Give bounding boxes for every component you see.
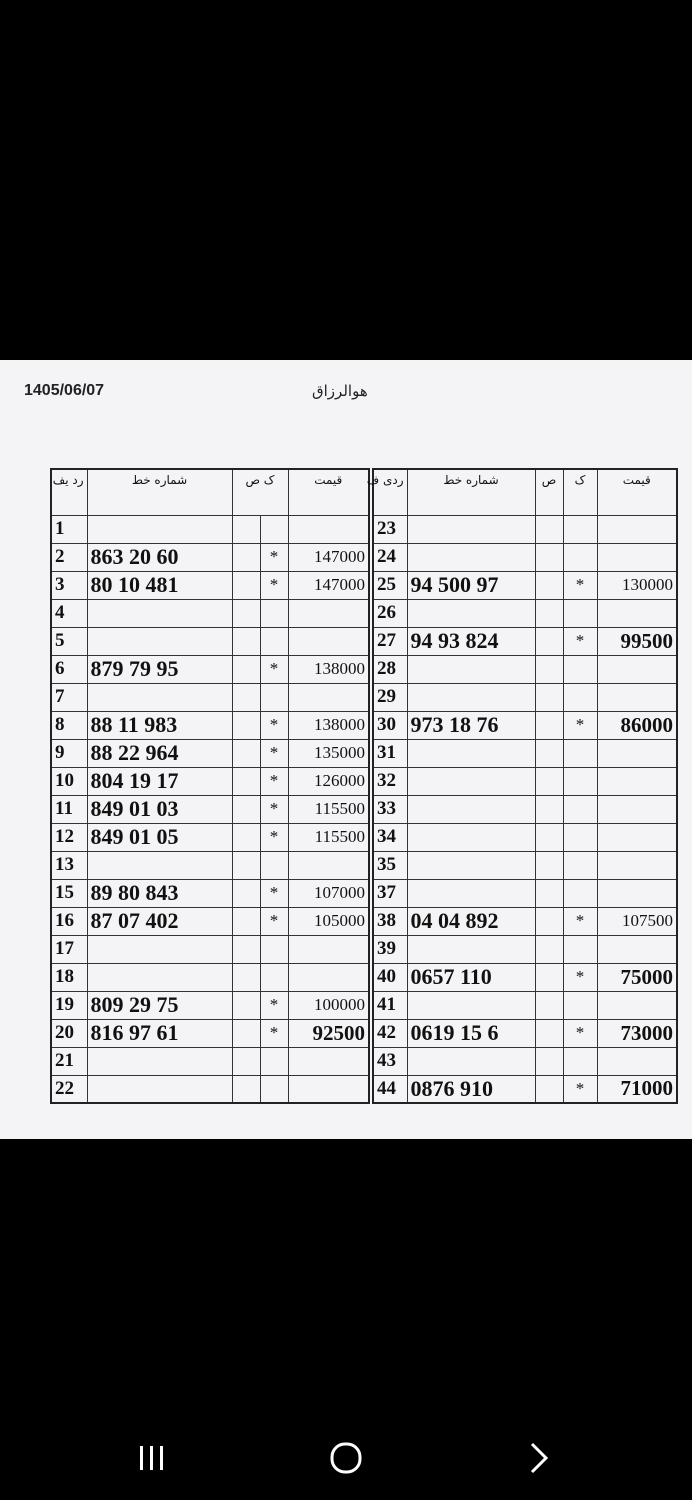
- s-cell: [232, 1075, 260, 1103]
- price-cell: [288, 599, 369, 627]
- line-number-cell: 94 93 824: [407, 627, 535, 655]
- star-cell: [260, 1075, 288, 1103]
- table-row: [373, 1019, 677, 1047]
- row-number-cell: 35: [373, 851, 407, 879]
- s-cell: [535, 823, 563, 851]
- star-cell: [260, 963, 288, 991]
- table-row: [373, 767, 677, 795]
- line-number-cell: [407, 795, 535, 823]
- row-number-cell: 10: [51, 767, 87, 795]
- price-cell: 92500: [288, 1019, 369, 1047]
- table-row: [373, 627, 677, 655]
- line-number-cell: 809 29 75: [87, 991, 232, 1019]
- line-number-cell: [87, 851, 232, 879]
- star-cell: *: [260, 823, 288, 851]
- price-cell: [288, 627, 369, 655]
- price-cell: 138000: [288, 655, 369, 683]
- s-cell: [232, 767, 260, 795]
- star-cell: *: [260, 879, 288, 907]
- line-number-cell: [407, 851, 535, 879]
- table-row: [51, 907, 369, 935]
- table-row: [51, 851, 369, 879]
- s-cell: [535, 879, 563, 907]
- left-price-table: [50, 468, 370, 1104]
- row-number-cell: 11: [51, 795, 87, 823]
- price-cell: [288, 515, 369, 543]
- line-number-cell: [407, 879, 535, 907]
- table-row: [51, 767, 369, 795]
- row-number-cell: 9: [51, 739, 87, 767]
- table-row: [373, 907, 677, 935]
- price-cell: 126000: [288, 767, 369, 795]
- table-row: [51, 739, 369, 767]
- s-cell: [232, 739, 260, 767]
- table-row: [51, 1019, 369, 1047]
- line-number-cell: [87, 627, 232, 655]
- line-number-cell: 89 80 843: [87, 879, 232, 907]
- price-cell: 86000: [597, 711, 677, 739]
- s-cell: [535, 851, 563, 879]
- row-number-cell: 15: [51, 879, 87, 907]
- table-row: [51, 655, 369, 683]
- price-cell: [597, 739, 677, 767]
- row-number-cell: 12: [51, 823, 87, 851]
- line-number-cell: [407, 655, 535, 683]
- table-row: [373, 1047, 677, 1075]
- line-number-cell: [87, 963, 232, 991]
- row-number-cell: 28: [373, 655, 407, 683]
- star-cell: [563, 935, 597, 963]
- price-cell: [597, 767, 677, 795]
- line-number-cell: 863 20 60: [87, 543, 232, 571]
- price-cell: [597, 851, 677, 879]
- star-cell: *: [260, 711, 288, 739]
- table-row: [51, 1075, 369, 1103]
- row-number-cell: 16: [51, 907, 87, 935]
- s-cell: [535, 767, 563, 795]
- row-number-cell: 29: [373, 683, 407, 711]
- row-number-cell: 20: [51, 1019, 87, 1047]
- line-number-cell: [87, 1075, 232, 1103]
- android-navigation-bar: [0, 1410, 692, 1500]
- s-cell: [232, 627, 260, 655]
- right-price-table: [366, 468, 678, 1104]
- s-cell: [535, 963, 563, 991]
- star-cell: *: [563, 907, 597, 935]
- star-cell: [260, 599, 288, 627]
- s-cell: [535, 599, 563, 627]
- row-number-cell: 7: [51, 683, 87, 711]
- s-cell: [535, 543, 563, 571]
- row-number-cell: 18: [51, 963, 87, 991]
- s-cell: [535, 1047, 563, 1075]
- s-cell: [535, 991, 563, 1019]
- price-cell: [597, 1047, 677, 1075]
- header-k: ک: [563, 469, 597, 515]
- star-cell: [563, 879, 597, 907]
- table-row: [373, 655, 677, 683]
- s-cell: [535, 571, 563, 599]
- header-row-number: ردی ف: [373, 469, 407, 515]
- price-cell: [288, 1047, 369, 1075]
- table-row: [373, 711, 677, 739]
- line-number-cell: [87, 683, 232, 711]
- table-row: [373, 823, 677, 851]
- price-cell: [597, 823, 677, 851]
- price-cell: [288, 1075, 369, 1103]
- s-cell: [535, 683, 563, 711]
- table-row: [51, 711, 369, 739]
- table-row: [51, 599, 369, 627]
- row-number-cell: 22: [51, 1075, 87, 1103]
- line-number-cell: [407, 991, 535, 1019]
- price-cell: 147000: [288, 543, 369, 571]
- scanned-document: [0, 360, 692, 1139]
- row-number-cell: 8: [51, 711, 87, 739]
- document-date: 1405/06/07: [24, 382, 105, 399]
- home-icon[interactable]: [326, 1440, 366, 1476]
- price-cell: 75000: [597, 963, 677, 991]
- row-number-cell: 4: [51, 599, 87, 627]
- star-cell: [563, 767, 597, 795]
- s-cell: [232, 795, 260, 823]
- star-cell: [260, 515, 288, 543]
- price-cell: [597, 543, 677, 571]
- s-cell: [232, 1047, 260, 1075]
- s-cell: [232, 935, 260, 963]
- star-cell: *: [563, 711, 597, 739]
- row-number-cell: 32: [373, 767, 407, 795]
- recents-icon[interactable]: [132, 1440, 172, 1476]
- header-price: قیمت: [288, 469, 369, 515]
- line-number-cell: [407, 823, 535, 851]
- price-cell: [597, 599, 677, 627]
- star-cell: *: [260, 739, 288, 767]
- table-row: [51, 683, 369, 711]
- line-number-cell: [87, 599, 232, 627]
- row-number-cell: 6: [51, 655, 87, 683]
- line-number-cell: [407, 767, 535, 795]
- row-number-cell: 3: [51, 571, 87, 599]
- price-cell: [597, 935, 677, 963]
- table-row: [373, 543, 677, 571]
- line-number-cell: [407, 683, 535, 711]
- line-number-cell: [407, 599, 535, 627]
- row-number-cell: 42: [373, 1019, 407, 1047]
- row-number-cell: 2: [51, 543, 87, 571]
- line-number-cell: 849 01 03: [87, 795, 232, 823]
- row-number-cell: 19: [51, 991, 87, 1019]
- header-row-number: رد یف: [51, 469, 87, 515]
- row-number-cell: 34: [373, 823, 407, 851]
- s-cell: [535, 907, 563, 935]
- s-cell: [535, 739, 563, 767]
- s-cell: [232, 1019, 260, 1047]
- line-number-cell: 973 18 76: [407, 711, 535, 739]
- s-cell: [232, 515, 260, 543]
- star-cell: [260, 683, 288, 711]
- row-number-cell: 13: [51, 851, 87, 879]
- price-cell: [597, 879, 677, 907]
- line-number-cell: 94 500 97: [407, 571, 535, 599]
- s-cell: [232, 543, 260, 571]
- line-number-cell: 0619 15 6: [407, 1019, 535, 1047]
- s-cell: [535, 655, 563, 683]
- line-number-cell: [407, 935, 535, 963]
- s-cell: [535, 935, 563, 963]
- star-cell: [563, 795, 597, 823]
- star-cell: [563, 599, 597, 627]
- star-cell: [563, 739, 597, 767]
- table-row: [51, 627, 369, 655]
- line-number-cell: 0657 110: [407, 963, 535, 991]
- price-cell: 130000: [597, 571, 677, 599]
- row-number-cell: 37: [373, 879, 407, 907]
- row-number-cell: 21: [51, 1047, 87, 1075]
- star-cell: *: [260, 795, 288, 823]
- price-cell: [288, 963, 369, 991]
- s-cell: [232, 907, 260, 935]
- row-number-cell: 1: [51, 515, 87, 543]
- price-cell: 99500: [597, 627, 677, 655]
- row-number-cell: 24: [373, 543, 407, 571]
- row-number-cell: 5: [51, 627, 87, 655]
- table-row: [51, 935, 369, 963]
- table-row: [373, 571, 677, 599]
- table-row: [373, 739, 677, 767]
- table-row: [51, 1047, 369, 1075]
- line-number-cell: [87, 935, 232, 963]
- price-cell: 115500: [288, 823, 369, 851]
- line-number-cell: 804 19 17: [87, 767, 232, 795]
- s-cell: [232, 599, 260, 627]
- table-row: [51, 963, 369, 991]
- table-row: [373, 851, 677, 879]
- row-number-cell: 31: [373, 739, 407, 767]
- table-row: [51, 543, 369, 571]
- row-number-cell: 26: [373, 599, 407, 627]
- s-cell: [535, 711, 563, 739]
- star-cell: *: [260, 543, 288, 571]
- line-number-cell: [407, 1047, 535, 1075]
- star-cell: [260, 1047, 288, 1075]
- star-cell: *: [260, 571, 288, 599]
- header-line-number: شماره خط: [407, 469, 535, 515]
- table-row: [373, 683, 677, 711]
- star-cell: [563, 543, 597, 571]
- row-number-cell: 44: [373, 1075, 407, 1103]
- price-cell: 135000: [288, 739, 369, 767]
- star-cell: [563, 655, 597, 683]
- star-cell: *: [260, 991, 288, 1019]
- document-title: هوالرزاق: [312, 382, 368, 400]
- s-cell: [232, 571, 260, 599]
- table-row: [373, 963, 677, 991]
- star-cell: [563, 851, 597, 879]
- table-row: [373, 879, 677, 907]
- line-number-cell: 04 04 892: [407, 907, 535, 935]
- s-cell: [535, 795, 563, 823]
- price-cell: 73000: [597, 1019, 677, 1047]
- s-cell: [535, 627, 563, 655]
- line-number-cell: 816 97 61: [87, 1019, 232, 1047]
- row-number-cell: 30: [373, 711, 407, 739]
- star-cell: [563, 823, 597, 851]
- table-row: [373, 1075, 677, 1103]
- row-number-cell: 27: [373, 627, 407, 655]
- back-icon[interactable]: [520, 1440, 560, 1476]
- header-ks: ک ص: [232, 469, 288, 515]
- s-cell: [535, 1019, 563, 1047]
- table-row: [51, 571, 369, 599]
- s-cell: [232, 823, 260, 851]
- row-number-cell: 33: [373, 795, 407, 823]
- table-row: [373, 795, 677, 823]
- table-row: [51, 515, 369, 543]
- star-cell: [260, 935, 288, 963]
- star-cell: *: [563, 1019, 597, 1047]
- star-cell: [563, 683, 597, 711]
- price-cell: 105000: [288, 907, 369, 935]
- price-cell: [597, 515, 677, 543]
- price-cell: 107500: [597, 907, 677, 935]
- price-cell: [597, 655, 677, 683]
- line-number-cell: 0876 910: [407, 1075, 535, 1103]
- s-cell: [232, 851, 260, 879]
- row-number-cell: 38: [373, 907, 407, 935]
- table-row: [51, 823, 369, 851]
- row-number-cell: 25: [373, 571, 407, 599]
- line-number-cell: [87, 515, 232, 543]
- header-line-number: شماره خط: [87, 469, 232, 515]
- star-cell: *: [563, 627, 597, 655]
- table-header-row: [373, 469, 677, 515]
- table-row: [51, 795, 369, 823]
- line-number-cell: 80 10 481: [87, 571, 232, 599]
- row-number-cell: 17: [51, 935, 87, 963]
- row-number-cell: 40: [373, 963, 407, 991]
- s-cell: [232, 991, 260, 1019]
- price-cell: 107000: [288, 879, 369, 907]
- line-number-cell: 88 11 983: [87, 711, 232, 739]
- table-row: [373, 935, 677, 963]
- line-number-cell: 88 22 964: [87, 739, 232, 767]
- row-number-cell: 39: [373, 935, 407, 963]
- star-cell: *: [563, 571, 597, 599]
- table-row: [373, 599, 677, 627]
- line-number-cell: [87, 1047, 232, 1075]
- star-cell: [260, 627, 288, 655]
- star-cell: *: [260, 1019, 288, 1047]
- line-number-cell: [407, 543, 535, 571]
- s-cell: [535, 1075, 563, 1103]
- star-cell: [563, 1047, 597, 1075]
- table-row: [51, 991, 369, 1019]
- star-cell: [563, 515, 597, 543]
- price-cell: 138000: [288, 711, 369, 739]
- price-cell: 100000: [288, 991, 369, 1019]
- header-s: ص: [535, 469, 563, 515]
- star-cell: *: [260, 767, 288, 795]
- table-row: [373, 515, 677, 543]
- star-cell: *: [563, 1075, 597, 1103]
- price-cell: 71000: [597, 1075, 677, 1103]
- price-cell: [288, 851, 369, 879]
- row-number-cell: 43: [373, 1047, 407, 1075]
- price-cell: 115500: [288, 795, 369, 823]
- row-number-cell: 41: [373, 991, 407, 1019]
- price-cell: [288, 935, 369, 963]
- price-cell: [288, 683, 369, 711]
- header-price: قیمت: [597, 469, 677, 515]
- table-header-row: [51, 469, 369, 515]
- s-cell: [232, 711, 260, 739]
- price-cell: [597, 683, 677, 711]
- line-number-cell: [407, 515, 535, 543]
- line-number-cell: 879 79 95: [87, 655, 232, 683]
- price-cell: 147000: [288, 571, 369, 599]
- star-cell: [260, 851, 288, 879]
- s-cell: [232, 879, 260, 907]
- s-cell: [535, 515, 563, 543]
- s-cell: [232, 655, 260, 683]
- s-cell: [232, 683, 260, 711]
- row-number-cell: 23: [373, 515, 407, 543]
- table-row: [373, 991, 677, 1019]
- table-row: [51, 879, 369, 907]
- line-number-cell: [407, 739, 535, 767]
- s-cell: [232, 963, 260, 991]
- star-cell: *: [260, 907, 288, 935]
- star-cell: *: [260, 655, 288, 683]
- price-cell: [597, 991, 677, 1019]
- star-cell: [563, 991, 597, 1019]
- line-number-cell: 87 07 402: [87, 907, 232, 935]
- star-cell: *: [563, 963, 597, 991]
- line-number-cell: 849 01 05: [87, 823, 232, 851]
- price-cell: [597, 795, 677, 823]
